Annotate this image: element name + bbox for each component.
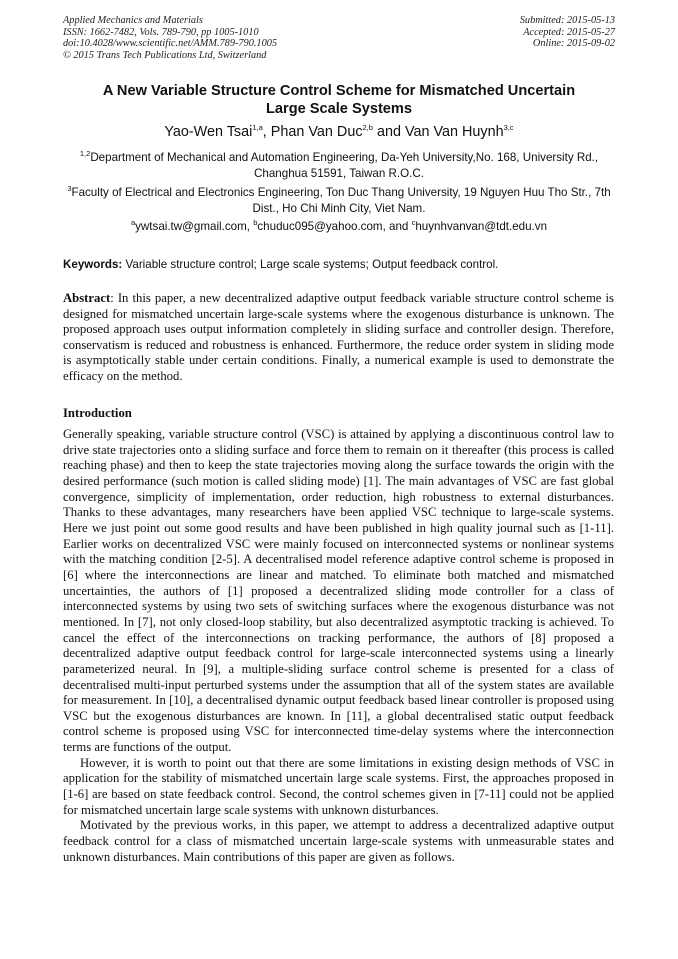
submitted-date: Submitted: 2015-05-13 xyxy=(519,15,615,26)
introduction-body xyxy=(63,427,614,865)
doi-line: doi:10.4028/www.scientific.net/AMM.789-790.1005 xyxy=(63,38,278,49)
affiliation-1-marker: 1,2 xyxy=(79,149,91,159)
title-line-1: A New Variable Structure Control Scheme for Mismatched Uncertain xyxy=(102,83,576,99)
section-heading-introduction: Introduction xyxy=(63,406,132,420)
journal-info xyxy=(63,15,277,61)
email-a-marker: a xyxy=(130,218,136,228)
abstract-label: Abstract xyxy=(63,291,111,305)
affiliation-2 xyxy=(60,185,618,216)
email-b: chuduc095@yahoo.com xyxy=(257,220,383,233)
affiliation-2-text: Faculty of Electrical and Electronics Engineering, Ton Duc Thang University, 19 Nguyen Huu Tho Str., 7th Dist., Ho Chi Minh City, Viet Nam. xyxy=(71,186,611,215)
author-separator: , xyxy=(262,124,271,140)
email-separator: , xyxy=(246,220,254,233)
affiliation-2-marker: 3 xyxy=(67,184,72,194)
keywords xyxy=(63,257,623,272)
email-c: huynhvanvan@tdt.edu.vn xyxy=(415,220,548,233)
title-line-2: Large Scale Systems xyxy=(265,101,413,117)
affiliation-1-text: Department of Mechanical and Automation Engineering, Da-Yeh University,No. 168, University Rd., Changhua 51591, Taiwan R.O.C. xyxy=(90,151,599,180)
author-3: Van Van Huynh xyxy=(404,124,504,140)
publication-dates xyxy=(520,15,615,50)
paper-title xyxy=(40,82,638,118)
copyright-line: © 2015 Trans Tech Publications Ltd, Switzerland xyxy=(63,49,267,61)
author-emails xyxy=(40,219,638,234)
email-b-marker: b xyxy=(253,218,258,228)
author-1-affiliation: 1,a xyxy=(252,123,263,133)
online-date: Online: 2015-09-02 xyxy=(532,38,615,49)
author-3-affiliation: 3,c xyxy=(503,123,514,133)
issn-line: ISSN: 1662-7482, Vols. 789-790, pp 1005-1010 xyxy=(63,26,259,38)
email-separator: , and xyxy=(382,220,412,233)
author-list xyxy=(40,123,638,141)
accepted-date: Accepted: 2015-05-27 xyxy=(523,26,615,38)
journal-name: Applied Mechanics and Materials xyxy=(63,15,203,26)
paragraph: However, it is worth to point out that there are some limitations in existing design methods of VSC in application for the stability of mismatched uncertain large scale systems. First, the approaches proposed in [1-6] are based on state feedback control. Second, the control schemes given in [7-11] could not be applied for mismatched uncertain large scale systems with unknown disturbances. xyxy=(63,755,614,817)
abstract-text: : In this paper, a new decentralized adaptive output feedback variable structure control scheme is designed for mismatched uncertain large-scale systems where the exogenous disturbance is unknown. The proposed approach uses output information completely in sliding surface and controller design. Therefore, conservatism is reduced and robustness is enhanced. Furthermore, the reduce order system in sliding mode is asymptotically stable under certain conditions. Finally, a numerical example is used to demonstrate the efficacy on the method. xyxy=(63,291,614,383)
keywords-label: Keywords: xyxy=(63,258,123,271)
abstract xyxy=(63,291,614,385)
paragraph: Generally speaking, variable structure control (VSC) is attained by applying a discontinuous control law to drive state trajectories onto a sliding surface and force them to remain on it thereafter (this process is called reaching phase) and then to keep the state trajectories moving along the surface towards the origin with the desired performance (such motion is called sliding mode) [1]. The main advantages of VSC are fast global convergence, simplicity of implementation, order reduction, high robustness to external disturbances. Thanks to these advantages, many researchers have been applied VSC technique to large-scale systems. Here we just point out some good results and have been published in high quality journal such as [1-11]. Earlier works on decentralized VSC were mainly focused on interconnected systems or nonlinear systems with the matching condition [2-5]. A decentralised model reference adaptive control scheme is proposed in [6] where the interconnections are linear and matched. To eliminate both matched and mismatched uncertainties, the authors of [1] proposed a decentralized sliding mode controller for a class of interconnected systems by using two sets of switching surfaces where the exogenous disturbance was not mentioned. In [7], not only closed-loop stability, but also decentralized asymptotic tracking is achieved. To cancel the effect of the interconnections on tracking performance, the authors of [8] proposed a decentralized adaptive output feedback control for large-scale interconnected systems using a linearly parameterized neural. In [9], a multiple-sliding surface control scheme is presented for a class of decentralised multi-input perturbed systems under the assumption that all of the system states are available for measurement. In [10], a decentralised dynamic output feedback based linear controller is proposed using VSC but the exogenous disturbances are known. In [11], a global decentralised static output feedback control scheme is proposed using VSC for interconnected time-delay systems where the interconnection terms are functions of the output. xyxy=(63,427,614,755)
email-c-marker: c xyxy=(411,218,416,228)
author-2: Phan Van Duc xyxy=(270,124,363,140)
affiliation-1 xyxy=(60,150,618,181)
author-2-affiliation: 2,b xyxy=(362,123,373,133)
keywords-text: Variable structure control; Large scale systems; Output feedback control. xyxy=(122,258,499,271)
email-a: ywtsai.tw@gmail.com xyxy=(135,220,247,233)
author-separator: and xyxy=(372,124,405,140)
paragraph: Motivated by the previous works, in this paper, we attempt to address a decentralized adaptive output feedback control for a class of mismatched uncertain large-scale systems with unmeasurable states and unknown disturbances. Main contributions of this paper are given as follows. xyxy=(63,818,614,864)
author-1: Yao-Wen Tsai xyxy=(164,124,253,140)
